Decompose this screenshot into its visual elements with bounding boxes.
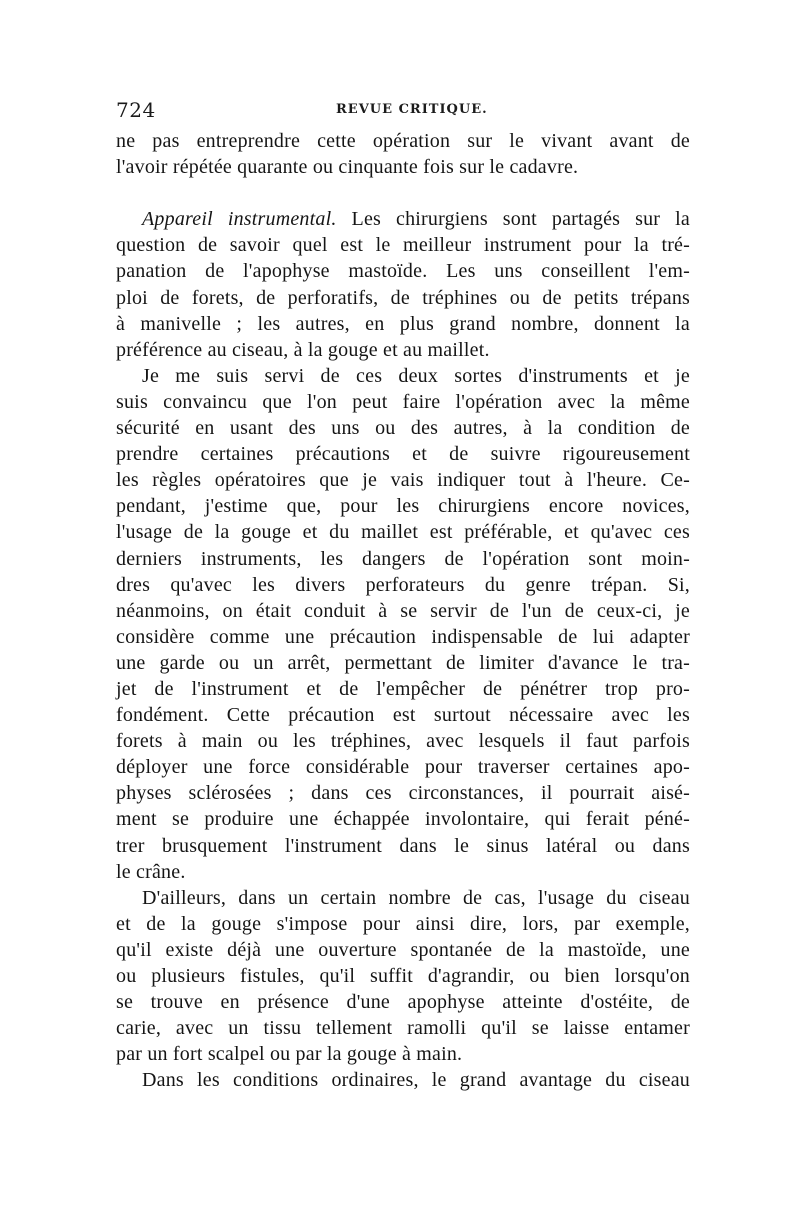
paragraph-spacer — [116, 180, 690, 206]
paragraph-1 — [116, 128, 690, 180]
text-line: D'ailleurs, dans un certain nombre de cas, l'usage du ciseau — [142, 886, 690, 909]
text-line: l'usage de la gouge et du maillet est préférable, et qu'avec ces — [116, 521, 690, 544]
text-line: ment se produire une échappée involontaire, qui ferait péné- — [116, 808, 690, 831]
text-line: jet de l'instrument et de l'empêcher de pénétrer trop pro- — [116, 677, 690, 700]
text-line: ploi de forets, de perforatifs, de tréphines ou de petits trépans — [116, 286, 690, 309]
text-line: ne pas entreprendre cette opération sur le vivant avant de — [116, 130, 690, 152]
text-line: carie, avec un tissu tellement ramolli qu'il se laisse entamer — [116, 1017, 690, 1040]
running-title: REVUE CRITIQUE. — [336, 102, 488, 117]
paragraph-4 — [116, 885, 690, 1068]
text-line: physes sclérosées ; dans ces circonstances, il pourrait aisé- — [116, 782, 690, 805]
paragraph-2 — [116, 206, 690, 363]
text-line: pendant, j'estime que, pour les chirurgiens encore novices, — [116, 495, 690, 518]
page-header — [116, 98, 690, 124]
text-line: trer brusquement l'instrument dans le sinus latéral ou dans — [116, 834, 690, 857]
page-number: 724 — [116, 98, 156, 122]
text-line: les règles opératoires que je vais indiquer tout à l'heure. Ce- — [116, 469, 690, 492]
text-line: panation de l'apophyse mastoïde. Les uns conseillent l'em- — [116, 260, 690, 283]
text-line: question de savoir quel est le meilleur instrument pour la tré- — [116, 234, 690, 257]
text-line: prendre certaines précautions et de suivre rigoureusement — [116, 443, 690, 466]
text-line: ou plusieurs fistules, qu'il suffit d'agrandir, ou bien lorsqu'on — [116, 965, 690, 987]
text-line: qu'il existe déjà une ouverture spontanée de la mastoïde, une — [116, 938, 690, 961]
text-line: dres qu'avec les divers perforateurs du genre trépan. Si, — [116, 573, 690, 596]
text-line — [116, 206, 690, 232]
text-line: sécurité en usant des uns ou des autres, à la condition de — [116, 417, 690, 440]
paragraph-3 — [116, 363, 690, 885]
text-line: l'avoir répétée quarante ou cinquante fois sur le cadavre. — [116, 156, 579, 179]
text-line: Je me suis servi de ces deux sortes d'instruments et je — [142, 364, 690, 387]
text-line: le crâne. — [116, 860, 186, 883]
text-line: Dans les conditions ordinaires, le grand avantage du ciseau — [142, 1069, 690, 1092]
text-line: considère comme une précaution indispensable de lui adapter — [116, 625, 690, 648]
text-line: forets à main ou les tréphines, avec lesquels il faut parfois — [116, 730, 690, 753]
body-text — [116, 128, 690, 1093]
heading-line-text: Les chirurgiens sont partagés sur la — [351, 208, 690, 231]
text-line: préférence au ciseau, à la gouge et au maillet. — [116, 338, 490, 361]
text-line: néanmoins, on était conduit à se servir de l'un de ceux-ci, je — [116, 599, 690, 622]
text-line: à manivelle ; les autres, en plus grand nombre, donnent la — [116, 312, 690, 335]
section-heading: Appareil instrumental. — [142, 208, 337, 231]
text-line: une garde ou un arrêt, permettant de limiter d'avance le tra- — [116, 651, 690, 674]
text-line: fondément. Cette précaution est surtout nécessaire avec les — [116, 704, 690, 727]
text-line: derniers instruments, les dangers de l'opération sont moin- — [116, 547, 690, 570]
text-line: se trouve en présence d'une apophyse atteinte d'ostéite, de — [116, 991, 690, 1014]
text-line: par un fort scalpel ou par la gouge à main. — [116, 1043, 463, 1066]
text-line: et de la gouge s'impose pour ainsi dire, lors, par exemple, — [116, 912, 690, 935]
text-line: déployer une force considérable pour traverser certaines apo- — [116, 756, 690, 779]
text-line: suis convaincu que l'on peut faire l'opération avec la même — [116, 390, 690, 413]
paragraph-5 — [116, 1067, 690, 1093]
